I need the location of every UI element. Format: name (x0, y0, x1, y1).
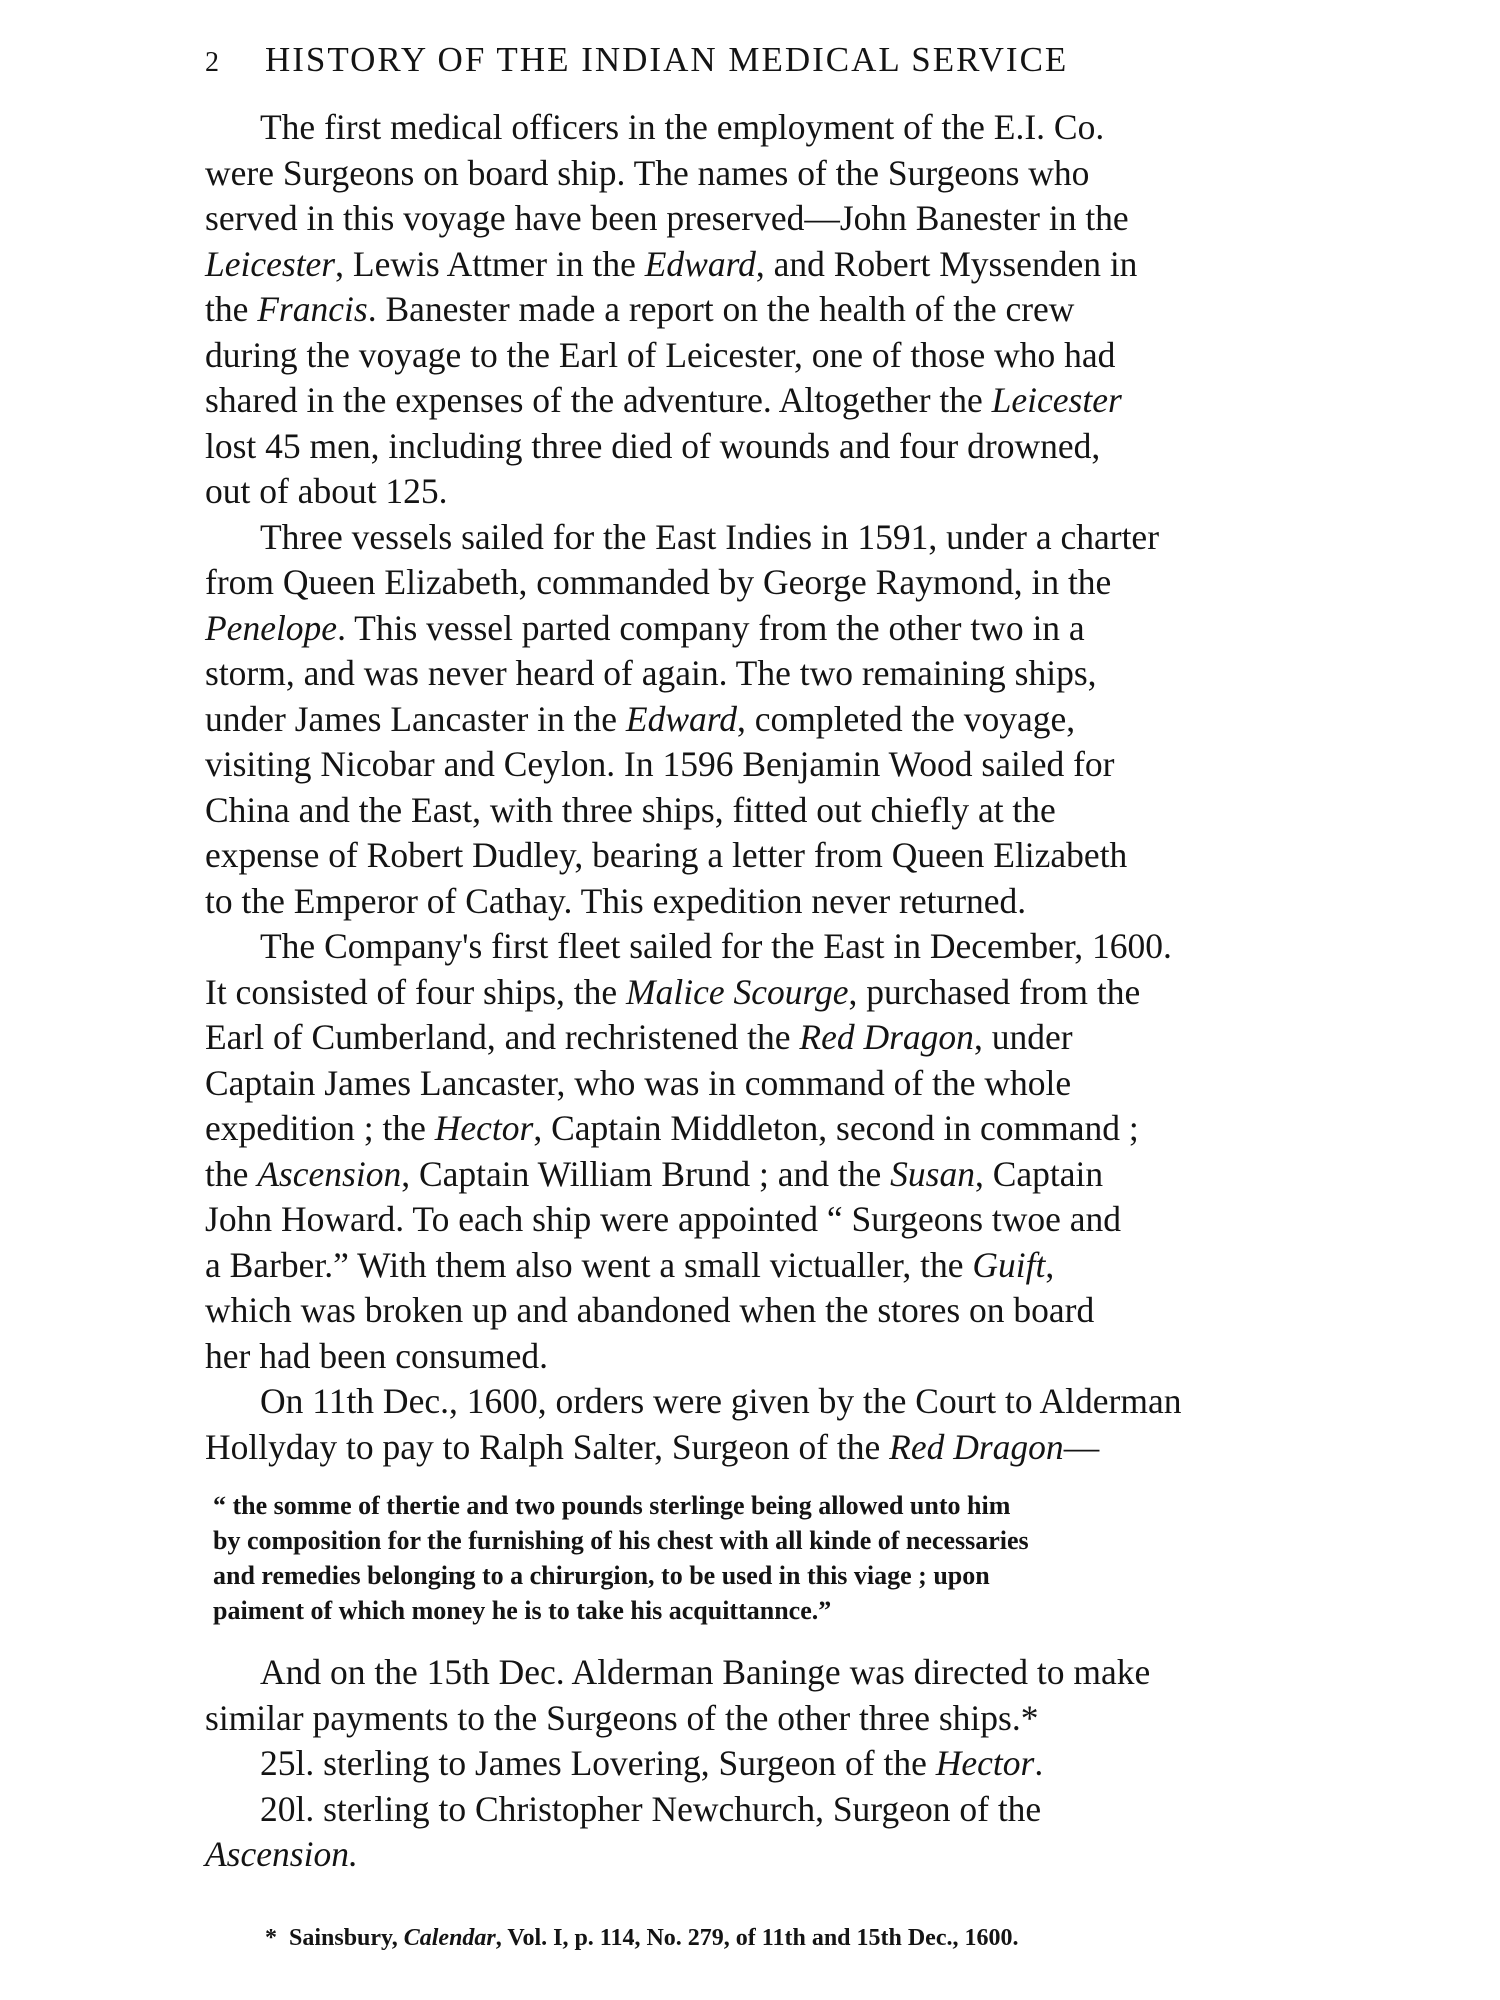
text-run: Earl of Cumberland, and rechristened the (205, 1017, 800, 1057)
text-line: And on the 15th Dec. Alderman Baninge was directed to make (260, 1652, 1151, 1692)
text-run: , and Robert Myssenden in (755, 243, 1138, 284)
text-line: during the voyage to the Earl of Leicester, one of those who had (205, 334, 1116, 375)
text-line: 20l. sterling to Christopher Newchurch, Surgeon of the (260, 1788, 1042, 1829)
text-run: under James Lancaster in the (205, 698, 626, 739)
paragraph-orders (205, 1379, 1305, 1470)
text-line: lost 45 men, including three died of wounds and four drowned, (205, 425, 1101, 466)
text-run: the (205, 289, 258, 329)
text-run: 25l. sterling to James Lovering, Surgeon of the (260, 1743, 936, 1783)
footnote (265, 1925, 1019, 1952)
paragraph-baninge (205, 1650, 1305, 1741)
footnote-text: , Vol. I, p. 114, No. 279, of 11th and 15th Dec., 1600. (495, 1925, 1019, 1951)
ship-name: Malice Scourge (626, 971, 849, 1012)
text-line: John Howard. To each ship were appointed “ Surgeons twoe and (205, 1199, 1122, 1239)
text-line (205, 1152, 1305, 1198)
ship-name: Hector (935, 1743, 1035, 1783)
text-line: On 11th Dec., 1600, orders were given by the Court to Alderman (260, 1381, 1182, 1421)
quote-line: and remedies belonging to a chirurgion, to be used in this viage ; upon (213, 1561, 990, 1590)
text-line: Captain James Lancaster, who was in command of the whole (205, 1062, 1072, 1103)
footnote-text: Sainsbury, (289, 1925, 404, 1951)
ship-name: Ascension. (205, 1834, 358, 1874)
text-line: her had been consumed. (205, 1335, 549, 1376)
text-run: , Lewis Attmer in the (335, 243, 645, 284)
text-line: The Company's first fleet sailed for the East in December, 1600. (260, 926, 1172, 966)
text-line (205, 378, 1305, 424)
text-line (205, 1243, 1305, 1289)
paragraph-first-fleet (205, 924, 1305, 1379)
ship-name: Red Dragon (889, 1426, 1064, 1467)
text-line (205, 1106, 1305, 1152)
text-run: It consisted of four ships, the (205, 971, 627, 1012)
paragraph-first-medical-officers (205, 105, 1305, 515)
text-run: a Barber.” With them also went a small victualler, the (205, 1244, 973, 1285)
text-line: were Surgeons on board ship. The names of the Surgeons who (205, 152, 1090, 193)
text-run: the (205, 1153, 258, 1194)
text-line: The first medical officers in the employment of the E.I. Co. (260, 107, 1105, 147)
text-line: similar payments to the Surgeons of the other three ships.* (205, 1697, 1039, 1738)
running-title: HISTORY OF THE INDIAN MEDICAL SERVICE (265, 40, 1069, 79)
text-line (205, 1832, 1305, 1878)
paragraph-lovering (205, 1741, 1305, 1787)
book-page (205, 40, 1305, 1960)
ship-name: Leicester (205, 243, 336, 284)
footnote-marker: * (265, 1925, 277, 1951)
text-run: . This vessel parted company from the other two in a (337, 607, 1085, 648)
text-run: . Banester made a report on the health of the crew (367, 289, 1075, 329)
text-line (205, 697, 1305, 743)
quote-line: by composition for the furnishing of his chest with all kinde of necessaries (213, 1526, 1029, 1555)
quote-line: “ the somme of thertie and two pounds sterlinge being allowed unto him (213, 1491, 1011, 1520)
text-run: . (1034, 1743, 1044, 1783)
text-line: served in this voyage have been preserved—John Banester in the (205, 198, 1129, 238)
ship-name: Hector (434, 1108, 534, 1148)
text-line: out of about 125. (205, 471, 448, 511)
text-run: shared in the expenses of the adventure. Altogether the (205, 380, 992, 420)
text-line: which was broken up and abandoned when the stores on board (205, 1290, 1095, 1330)
footnote-title: Calendar (403, 1925, 496, 1951)
text-line (205, 287, 1305, 333)
ship-name: Penelope (205, 607, 338, 648)
text-line (205, 1015, 1305, 1061)
text-line: from Queen Elizabeth, commanded by George Raymond, in the (205, 562, 1112, 602)
text-run: , completed the voyage, (737, 698, 1076, 739)
text-run: , Captain (974, 1153, 1104, 1194)
text-line: visiting Nicobar and Ceylon. In 1596 Benjamin Wood sailed for (205, 744, 1115, 784)
ship-name: Leicester (991, 380, 1122, 420)
text-line (205, 606, 1305, 652)
text-line (205, 1425, 1305, 1471)
running-head (205, 40, 1305, 83)
paragraph-newchurch (205, 1787, 1305, 1878)
quote-line: paiment of which money he is to take his acquittannce.” (213, 1596, 832, 1625)
text-run: , (1045, 1244, 1055, 1285)
ship-name: Edward (644, 243, 756, 284)
text-run: Hollyday to pay to Ralph Salter, Surgeon of the (205, 1426, 890, 1467)
ship-name: Ascension (257, 1153, 402, 1194)
ship-name: Francis (257, 289, 368, 329)
text-line: expense of Robert Dudley, bearing a letter from Queen Elizabeth (205, 835, 1128, 875)
ship-name: Susan (890, 1153, 975, 1194)
text-line: storm, and was never heard of again. The two remaining ships, (205, 653, 1097, 693)
text-run: , Captain William Brund ; and the (401, 1153, 891, 1194)
ship-name: Edward (625, 698, 738, 739)
block-quotation (213, 1488, 1305, 1628)
page-number: 2 (205, 47, 220, 78)
ship-name: Guift (972, 1244, 1046, 1285)
text-line (205, 242, 1305, 288)
text-run: , purchased from the (848, 971, 1141, 1012)
text-line: China and the East, with three ships, fitted out chiefly at the (205, 789, 1056, 830)
text-run: , Captain Middleton, second in command ; (533, 1108, 1139, 1148)
text-line (205, 1741, 1305, 1787)
ship-name: Red Dragon (799, 1017, 974, 1057)
text-run: — (1063, 1426, 1100, 1467)
text-line: Three vessels sailed for the East Indies in 1591, under a charter (260, 516, 1160, 557)
text-line: to the Emperor of Cathay. This expedition never returned. (205, 880, 1027, 921)
text-run: expedition ; the (205, 1108, 435, 1148)
paragraph-three-vessels (205, 515, 1305, 925)
text-run: , under (973, 1017, 1073, 1057)
text-line (205, 970, 1305, 1016)
